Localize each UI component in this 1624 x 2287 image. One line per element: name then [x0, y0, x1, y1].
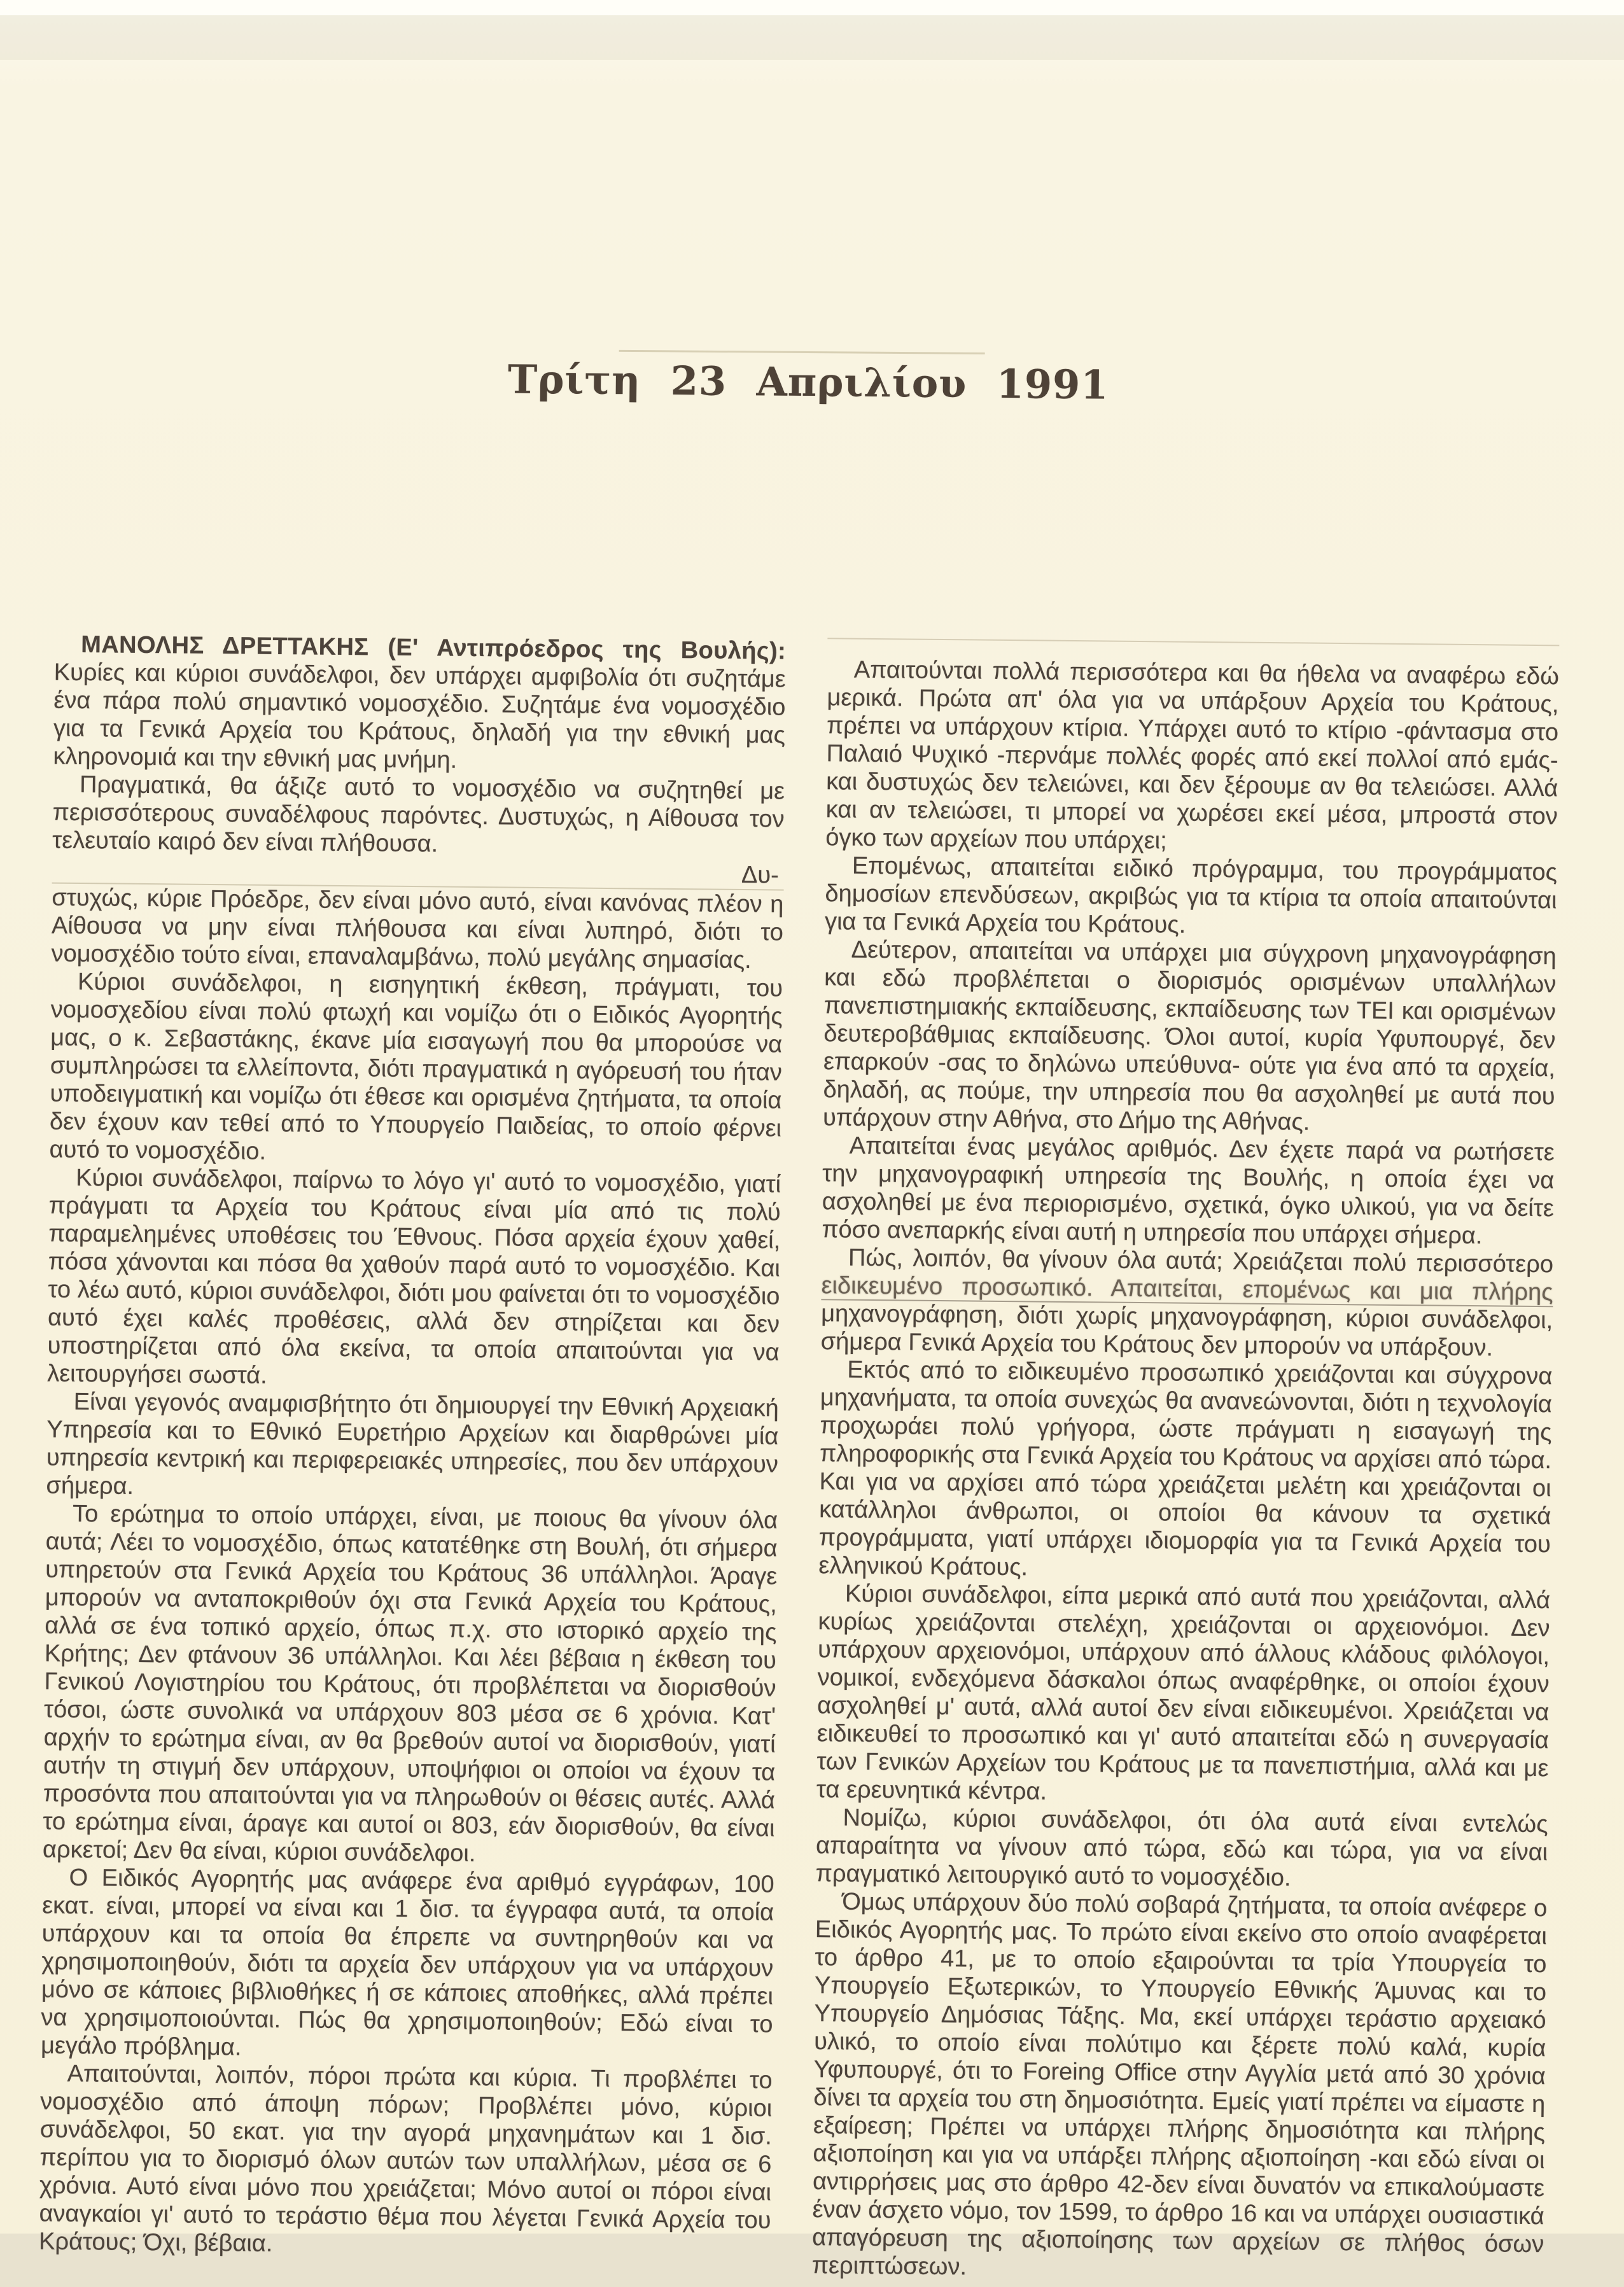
paragraph: Το ερώτημα το οποίο υπάρχει, είναι, με ποιους θα γίνουν όλα αυτά; Λέει το νομοσχέδιο, όπως κατατέθηκε στη Βουλή, ότι σήμερα υπηρετούν στα Γενικά Αρχεία του Κράτους 36 υπάλληλοι. Άραγε μπορούν να ανταποκριθούν όχι στα Γενικά Αρχεία του Κράτους, αλλά σε ένα τοπικό αρχείο, όπως π.χ. στο ιστορικό αρχείο της Κρήτης; Δεν φτάνουν 36 υπάλληλοι. Και λέει βέβαια η έκθεση του Γενικού Λογιστηρίου του Κράτους, ότι προβλέπεται να διορισθούν τόσοι, ώστε συνολικά να υπάρχουν 803 μέσα σε 6 χρόνια. Κατ' αρχήν το ερώτημα είναι, αν θα βρεθούν αυτοί να διορισθούν, γιατί αυτήν τη στιγμή δεν υπάρχουν, υποψήφιοι οι οποίοι να έχουν τα προσόντα που απαιτούνται για να πληρωθούν οι θέσεις αυτές. Αλλά το ερώτημα είναι, άραγε και αυτοί οι 803, εάν διορισθούν, θα είναι αρκετοί; Δεν θα είναι, κύριοι συνάδελφοι.: [43, 1500, 778, 1871]
paragraph: Απαιτούνται, λοιπόν, πόροι πρώτα και κύρια. Τι προβλέπει το νομοσχέδιο από άποψη πόρων; Προβλέπει μόνο, κύριοι συνάδελφοι, 50 εκατ. για την αγορά μηχανημάτων και 1 δισ. περίπου για το διορισμό όλων αυτών των υπαλλήλων, μέσα σε 6 χρόνια. Αυτό είναι μόνο που χρειάζεται; Μόνο αυτοί οι πόροι είναι αναγκαίοι γι' αυτό το τεράστιο θέμα που λέγεται Γενικά Αρχεία του Κράτους; Όχι, βέβαια.: [39, 2060, 773, 2263]
paragraph: Απαιτούνται πολλά περισσότερα και θα ήθελα να αναφέρω εδώ μερικά. Πρώτα απ' όλα για να υπάρξουν Αρχεία του Κράτους, πρέπει να υπάρχουν κτίρια. Υπάρχει αυτό το κτίριο -φάντασμα στο Παλαιό Ψυχικό -περνάμε πολλές φορές από εκεί πολλοί από εμάς- και δυστυχώς δεν τελειώνει, και δεν ξέρουμε αν θα τελειώσει. Αλλά και αν τελειώσει, τι μπορεί να χωρέσει εκεί μέσα, μπροστά στον όγκο των αρχείων που υπάρχει;: [825, 655, 1559, 858]
paragraph: Δεύτερον, απαιτείται να υπάρχει μια σύγχρονη μηχανογράφηση και εδώ προβλέπεται ο διορισμός ορισμένων υπαλλήλων πανεπιστημιακής εκπαίδευσης, εκπαίδευσης των ΤΕΙ και ορισμένων δευτεροβάθμιας εκπαίδευσης. Όλοι αυτοί, κυρία Υφυπουργέ, δεν επαρκούν -σας το δηλώνω υπεύθυνα- ούτε για ένα από τα αρχεία, δηλαδή, ας πούμε, την υπηρεσία που θα ασχοληθεί με αυτά που υπάρχουν στην Αθήνα, στο Δήμο της Αθήνας.: [823, 935, 1557, 1138]
paragraph: Πραγματικά, θα άξιζε αυτό το νομοσχέδιο να συζητηθεί με περισσότερους συναδέλφους παρόντες. Δυστυχώς, η Αίθουσα τον τελευταίο καιρό δεν είναι πλήθουσα.: [52, 771, 785, 862]
two-column-text-block: [39, 631, 1560, 2287]
left-column: [39, 631, 786, 2263]
speaker-name: ΜΑΝΟΛΗΣ ΔΡΕΤΤΑΚΗΣ (Ε' Αντιπρόεδρος της Βουλής):: [81, 631, 786, 665]
paragraph: Όμως υπάρχουν δύο πολύ σοβαρά ζητήματα, τα οποία ανέφερε ο Ειδικός Αγορητής μας. Το πρώτο είναι εκείνο στο οποίο αναφέρεται το άρθρο 41, με το οποίο εξαιρούνται τα τρία Υπουργεία το Υπουργείο Εξωτερικών, το Υπουργείο Εθνικής Άμυνας και το Υπουργείο Δημόσιας Τάξης. Μα, εκεί υπάρχει τεράστιο αρχειακό υλικό, το οποίο είναι πολύτιμο και ξέρετε πολύ καλά, κυρία Υφυπουργέ, ότι το Foreing Office στην Αγγλία μετά από 30 χρόνια δίνει τα αρχεία του στη δημοσιότητα. Εμείς γιατί πρέπει να είμαστε η εξαίρεση; Πρέπει να υπάρχει πλήρης δημοσιότητα και πλήρης αξιοποίηση και για να υπάρξει πλήρης αξιοποίηση -και εδώ είναι οι αντιρρήσεις μας στο άρθρο 42-δεν είναι δυνατόν να επικαλούμαστε έναν άσχετο νόμο, τον 1599, το άρθρο 16 και να υπάρχει ουσιαστικά απαγόρευση της αξιοποίησης των αρχείων σε πλήθος όσων περιπτώσεων.: [812, 1887, 1548, 2286]
paragraph: Είναι γεγονός αναμφισβήτητο ότι δημιουργεί την Εθνική Αρχειακή Υπηρεσία και το Εθνικό Ευρετήριο Αρχείων και διαρθρώνει μία υπηρεσία κεντρική και περιφερειακές υπηρεσίες, που δεν υπάρχουν σήμερα.: [46, 1388, 779, 1507]
rule-above-title: [619, 350, 985, 354]
paragraph: Απαιτείται ένας μεγάλος αριθμός. Δεν έχετε παρά να ρωτήσετε την μηχανογραφική υπηρεσία της Βουλής, η οποία έχει να ασχοληθεί με ένα περιορισμένο, σχετικά, όγκο υλικού, για να δείτε πόσο ανεπαρκής είναι αυτή η υπηρεσία που υπάρχει σήμερα.: [822, 1131, 1555, 1250]
paragraph-text: μηχανογράφηση, διότι χωρίς μηχανογράφηση, κύριοι συνάδελφοι, σήμερα Γενικά Αρχεία του Κράτους δεν μπορούν να υπάρξουν.: [821, 1300, 1553, 1361]
paragraph: [821, 1243, 1554, 1362]
paragraph-text: Πώς, λοιπόν, θα γίνουν όλα αυτά; Χρειάζεται πολύ περισσότερο: [848, 1245, 1553, 1278]
paragraph: Νομίζω, κύριοι συνάδελφοι, ότι όλα αυτά είναι εντελώς απαραίτητα να γίνουν από τώρα, εδώ και τώρα, για να είναι πραγματικό λειτουργικό αυτό το νομοσχέδιο.: [816, 1803, 1548, 1894]
paragraph: ΜΑΝΟΛΗΣ ΔΡΕΤΤΑΚΗΣ (Ε' Αντιπρόεδρος της Βουλής): Κυρίες και κύριοι συνάδελφοι, δεν υπάρχει αμφιβολία ότι συζητάμε ένα πάρα πολύ σημαντικό νομοσχέδιο. Συζητάμε ένα νομοσχέδιο για τα Γενικά Αρχεία του Κράτους, δηλαδή για την εθνική μας κληρονομιά και την εθνική μας μνήμη.: [53, 631, 786, 778]
paragraph: Κύριοι συνάδελφοι, είπα μερικά από αυτά που χρειάζονται, αλλά κυρίως χρειάζονται στελέχη, χρειάζονται οι αρχειονόμοι. Δεν υπάρχουν αρχειονόμοι, υπάρχουν από άλλους κλάδους φιλόλογοι, νομικοί, ενδεχόμενα δάσκαλοι όπως αναφέρθηκε, οι οποίοι έχουν ασχοληθεί μ' αυτά, αλλά αυτοί δεν είναι ειδικευμένοι. Χρειάζεται να ειδικευθεί το προσωπικό και γι' αυτό απαιτείται εδώ η συνεργασία των Γενικών Αρχείων του Κράτους με τα πανεπιστήμια, αλλά και με τα ερευνητικά κέντρα.: [816, 1579, 1550, 1810]
paragraph: στυχώς, κύριε Πρόεδρε, δεν είναι μόνο αυτό, είναι κανόνας πλέον η Αίθουσα να μην είναι πλήθουσα και είναι λυπηρό, διότι το νομοσχέδιο τούτο είναι, επαναλαμβάνω, πολύ μεγάλης σημασίας.: [51, 883, 783, 975]
smudged-underlined-text: ειδικευμένο προσωπικό. Απαιτείται, επομένως και μια πλήρης: [821, 1272, 1553, 1307]
paragraph: Κύριοι συνάδελφοι, η εισηγητική έκθεση, πράγματι, του νομοσχεδίου είναι πολύ φτωχή και νομίζω ότι ο Ειδικός Αγορητής μας, ο κ. Σεβαστάκης, έκανε μία εισαγωγή που θα μπορούσε να συμπληρώσει τα ελλείποντα, διότι πραγματικά η αγόρευσή του ήταν υποδειγματική και νομίζω ότι έθεσε και ορισμένα ζητήματα, τα οποία δεν έχουν καν τεθεί από το Υπουργείο Παιδείας, το οποίο φέρνει αυτό το νομοσχέδιο.: [49, 968, 783, 1171]
session-date-heading: Τρίτη 23 Απριλίου 1991: [0, 353, 1621, 412]
paragraph: Επομένως, απαιτείται ειδικό πρόγραμμα, του προγράμματος δημοσίων επενδύσεων, ακριβώς για τα κτίρια τα οποία απαιτούνται για τα Γενικά Αρχεία του Κράτους.: [825, 851, 1557, 942]
hyphen-carry-text: Δυ-: [52, 855, 784, 890]
paragraph: Εκτός από το ειδικευμένο προσωπικό χρειάζονται και σύγχρονα μηχανήματα, τα οποία συνεχώς θα ανανεώνονται, διότι η τεχνολογία προχωράει πολύ γρήγορα, ώστε πράγματι η εισαγωγή της πληροφορικής στα Γενικά Αρχεία του Κράτους να αρχίσει από τώρα. Και για να αρχίσει από τώρα χρειάζεται μελέτη και χρειάζονται οι κατάλληλοι άνθρωποι, οι οποίοι θα κάνουν τα σχετικά προγράμματα, γιατί υπάρχει ιδιομορφία για τα Γενικά Αρχεία του ελληνικού Κράτους.: [818, 1355, 1552, 1586]
right-column: [812, 638, 1560, 2286]
paragraph: Κύριοι συνάδελφοι, παίρνω το λόγο γι' αυτό το νομοσχέδιο, γιατί πράγματι τα Αρχεία του Κράτους είναι μία από τις πολύ παραμελημένες υποθέσεις του Έθνους. Πόσα αρχεία έχουν χαθεί, πόσα χάνονται και πόσα θα χαθούν παρά αυτό το νομοσχέδιο. Και το λέω αυτό, κύριοι συνάδελφοι, διότι μου φαίνεται ότι το νομοσχέδιο αυτό έχει καλές προθέσεις, αλλά δεν στηρίζεται και δεν υποστηρίζεται από όλα εκείνα, τα οποία απαιτούνται για να λειτουργήσει σωστά.: [47, 1164, 781, 1395]
paragraph: Ο Ειδικός Αγορητής μας ανάφερε ένα αριθμό εγγράφων, 100 εκατ. είναι, μπορεί να είναι και 1 δισ. τα έγγραφα αυτά, τα οποία υπάρχουν και τα οποία θα έπρεπε να συντηρηθούν και να χρησιμοποιηθούν, διότι τα αρχεία δεν υπάρχουν για να υπάρχουν μόνο σε κάποιες βιβλιοθήκες ή σε κάποιες αποθήκες, αλλά πρέπει να χρησιμοποιούνται. Πώς θα χρησιμοποιηθούν; Εδώ είναι το μεγάλο πρόβλημα.: [41, 1864, 774, 2067]
